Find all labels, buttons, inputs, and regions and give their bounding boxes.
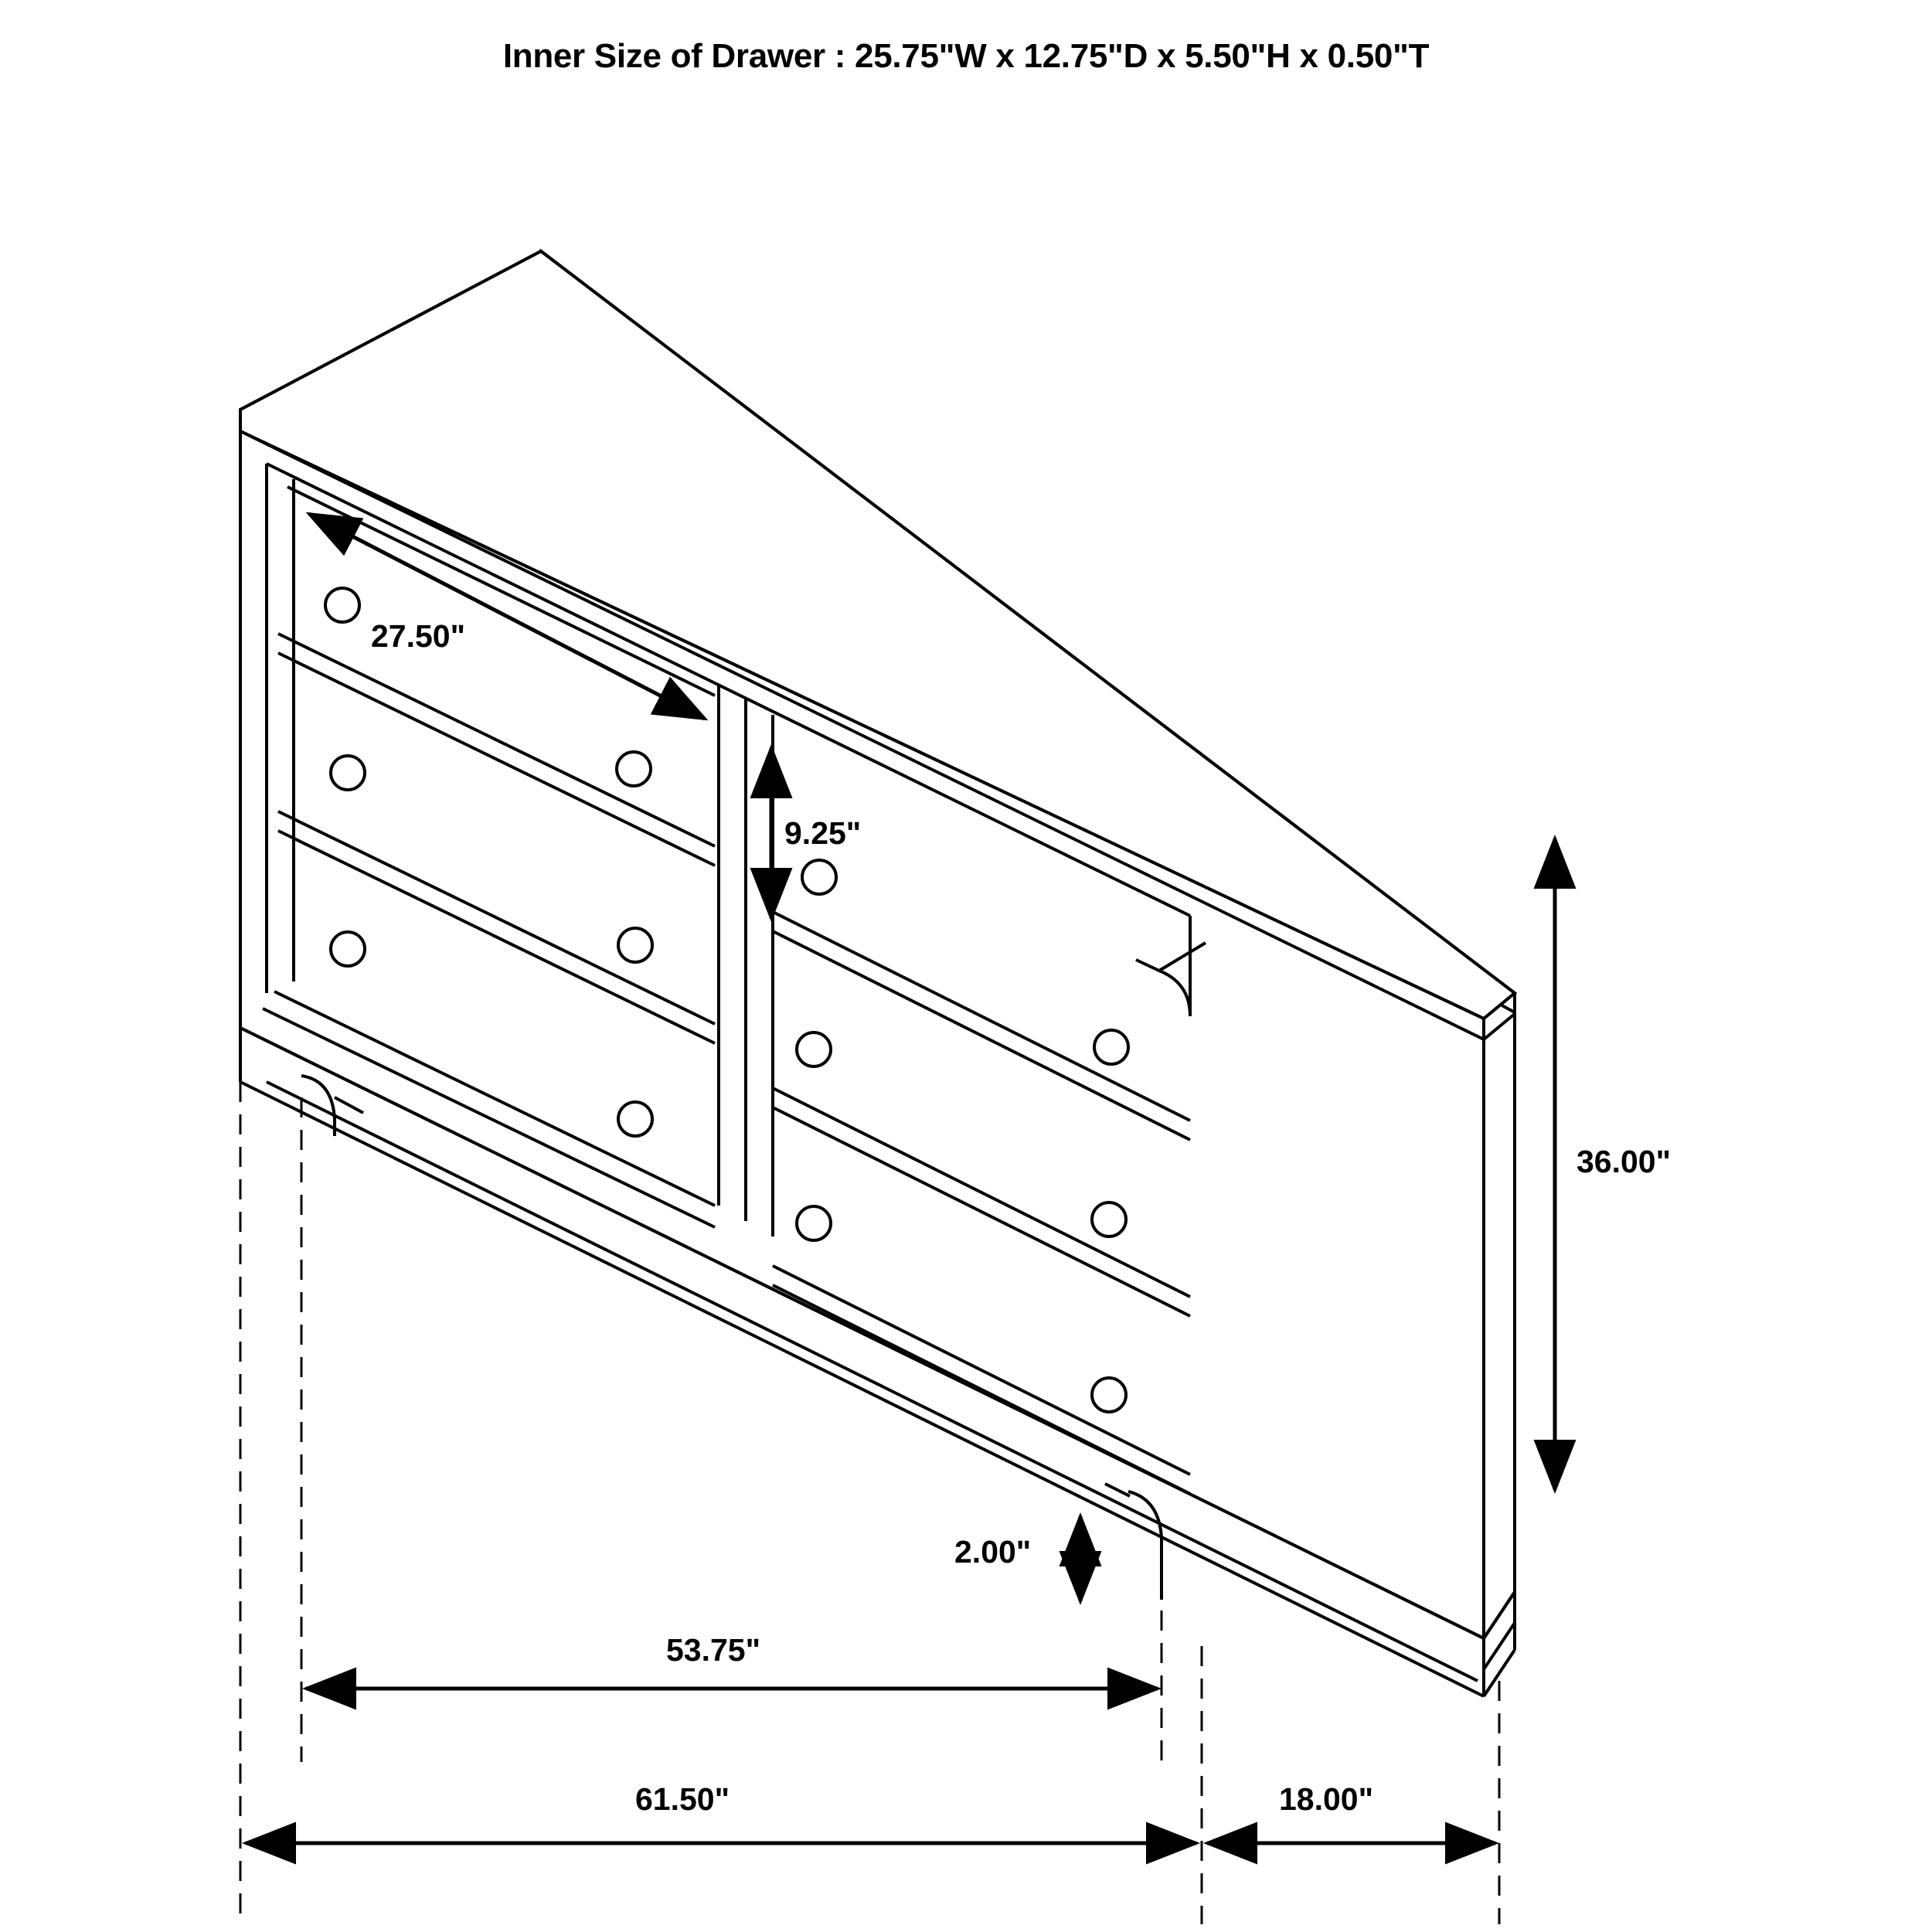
dim-label-front-width: 53.75" bbox=[666, 1632, 761, 1668]
dim-label-overall-height: 36.00" bbox=[1577, 1144, 1672, 1179]
dim-label-drawer-width: 27.50" bbox=[371, 618, 466, 654]
page-title: Inner Size of Drawer : 25.75"W x 12.75"D x 5.50"H x 0.50"T bbox=[502, 37, 1430, 75]
dim-label-overall-depth: 18.00" bbox=[1279, 1781, 1374, 1817]
dresser-side-panel bbox=[1484, 1014, 1515, 1638]
dim-label-base-clearance: 2.00" bbox=[954, 1534, 1032, 1570]
dim-label-drawer-height: 9.25" bbox=[784, 815, 862, 851]
dim-label-overall-width: 61.50" bbox=[635, 1781, 730, 1817]
